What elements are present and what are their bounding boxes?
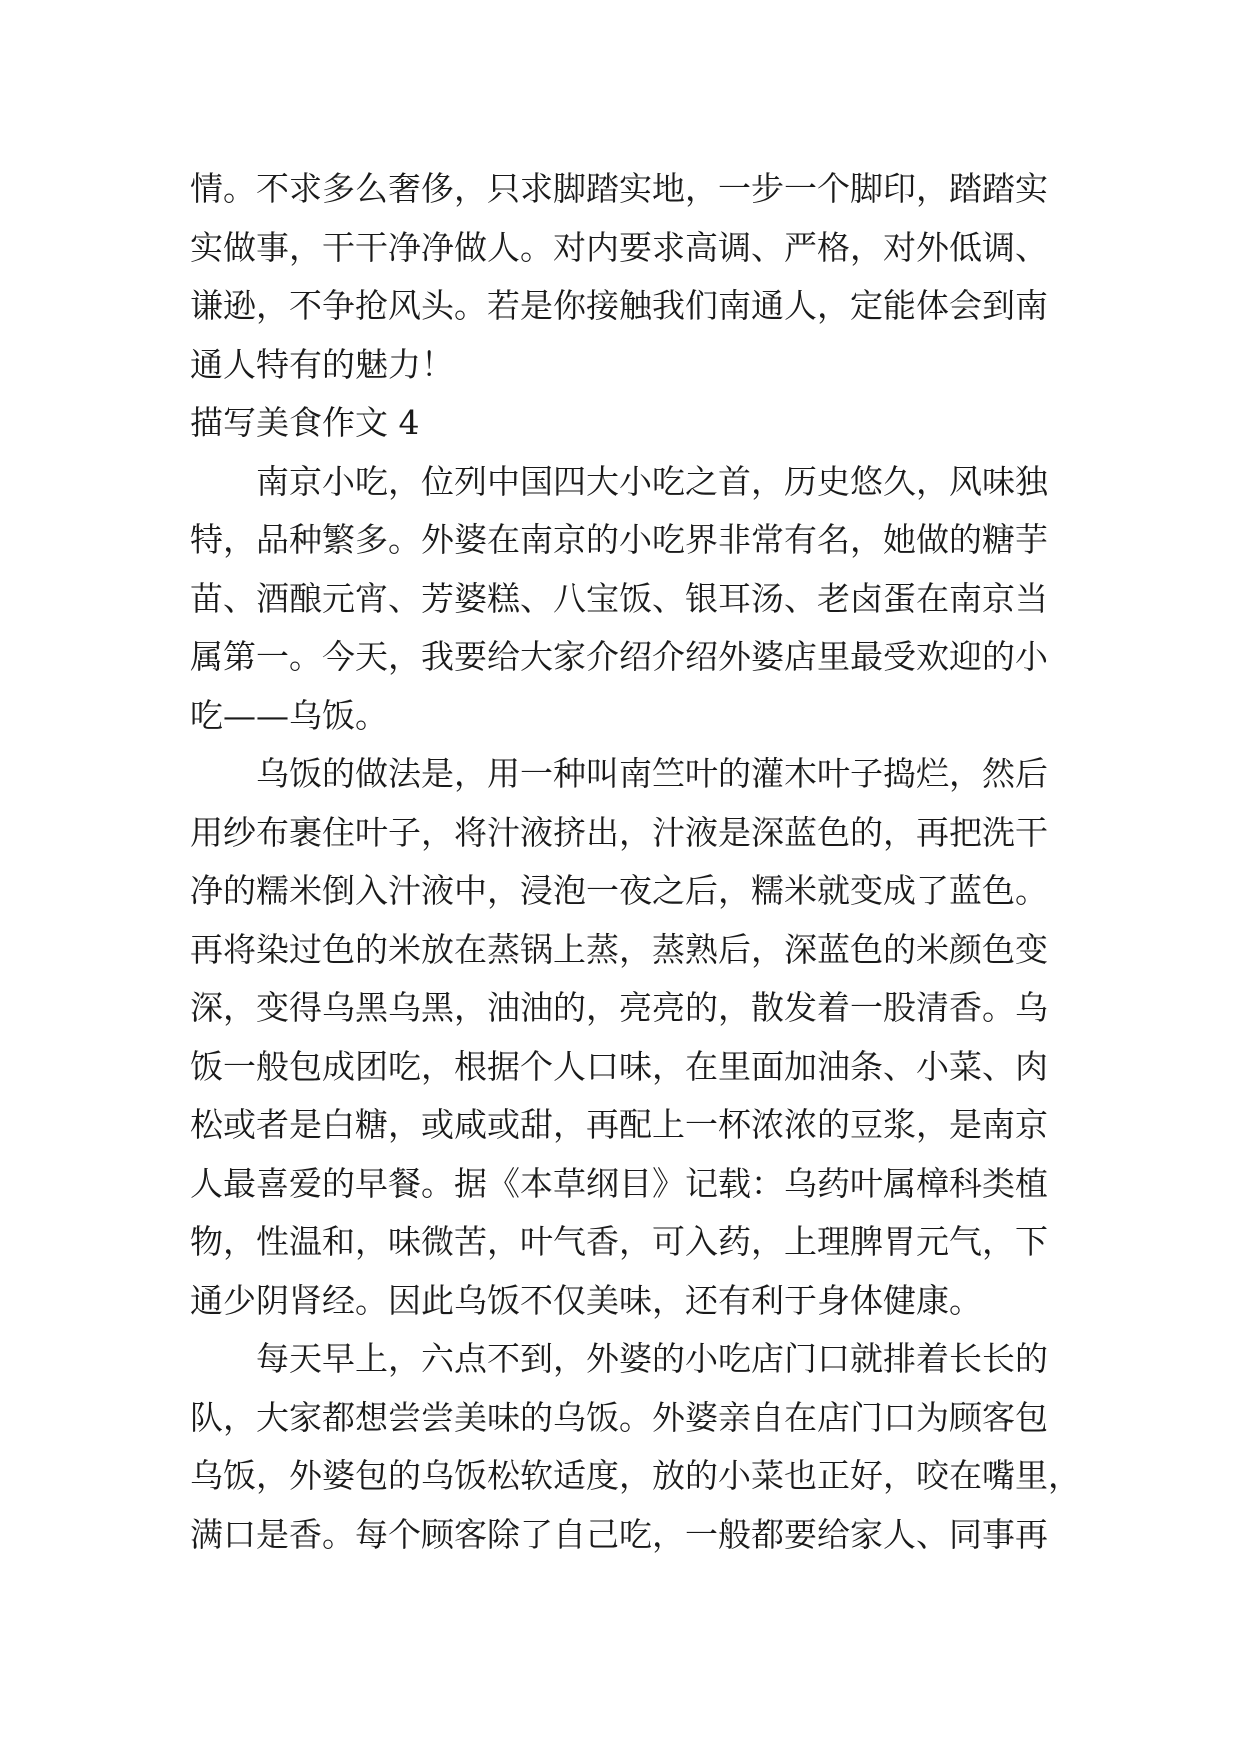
text-line: 每天早上，六点不到，外婆的小吃店门口就排着长长的 (256, 1339, 1048, 1378)
text-line: 情。不求多么奢侈，只求脚踏实地，一步一个脚印，踏踏实 (190, 169, 1048, 208)
text-line: 通人特有的魅力！ (190, 344, 454, 384)
document-body (190, 160, 1081, 1564)
text-line: 属第一。今天，我要给大家介绍介绍外婆店里最受欢迎的小 (190, 637, 1048, 676)
section-heading: 描写美食作文 4 (190, 403, 420, 442)
text-line: 再将染过色的米放在蒸锅上蒸，蒸熟后，深蓝色的米颜色变 (190, 929, 1048, 969)
text-line: 南京小吃，位列中国四大小吃之首，历史悠久，风味独 (256, 461, 1048, 501)
text-line: 松或者是白糖，或咸或甜，再配上一杯浓浓的豆浆，是南京 (190, 1105, 1048, 1144)
text-line: 满口是香。每个顾客除了自己吃，一般都要给家人、同事再 (190, 1514, 1048, 1554)
text-line: 吃——乌饭。 (190, 695, 388, 735)
text-line: 饭一般包成团吃，根据个人口味，在里面加油条、小菜、肉 (190, 1046, 1048, 1086)
text-line: 人最喜爱的早餐。据《本草纲目》记载：乌药叶属樟科类植 (190, 1163, 1048, 1203)
text-line: 队，大家都想尝尝美味的乌饭。外婆亲自在店门口为顾客包 (190, 1397, 1048, 1437)
text-line: 用纱布裹住叶子，将汁液挤出，汁液是深蓝色的，再把洗干 (190, 812, 1048, 852)
text-line: 净的糯米倒入汁液中，浸泡一夜之后，糯米就变成了蓝色。 (190, 871, 1048, 910)
text-line: 通少阴肾经。因此乌饭不仅美味，还有利于身体健康。 (190, 1280, 982, 1320)
text-line: 特，品种繁多。外婆在南京的小吃界非常有名，她做的糖芋 (190, 520, 1048, 559)
text-line: 苗、酒酿元宵、芳婆糕、八宝饭、银耳汤、老卤蛋在南京当 (190, 578, 1048, 618)
text-line: 物，性温和，味微苦，叶气香，可入药，上理脾胃元气，下 (190, 1222, 1048, 1261)
text-line: 实做事，干干净净做人。对内要求高调、严格，对外低调、 (190, 227, 1048, 267)
text-line: 谦逊，不争抢风头。若是你接触我们南通人，定能体会到南 (190, 286, 1048, 325)
text-line: 深，变得乌黑乌黑，油油的，亮亮的，散发着一股清香。乌 (190, 988, 1048, 1027)
text-line: 乌饭的做法是，用一种叫南竺叶的灌木叶子捣烂，然后 (256, 754, 1048, 793)
text-line: 乌饭，外婆包的乌饭松软适度，放的小菜也正好，咬在嘴里， (190, 1456, 1081, 1495)
